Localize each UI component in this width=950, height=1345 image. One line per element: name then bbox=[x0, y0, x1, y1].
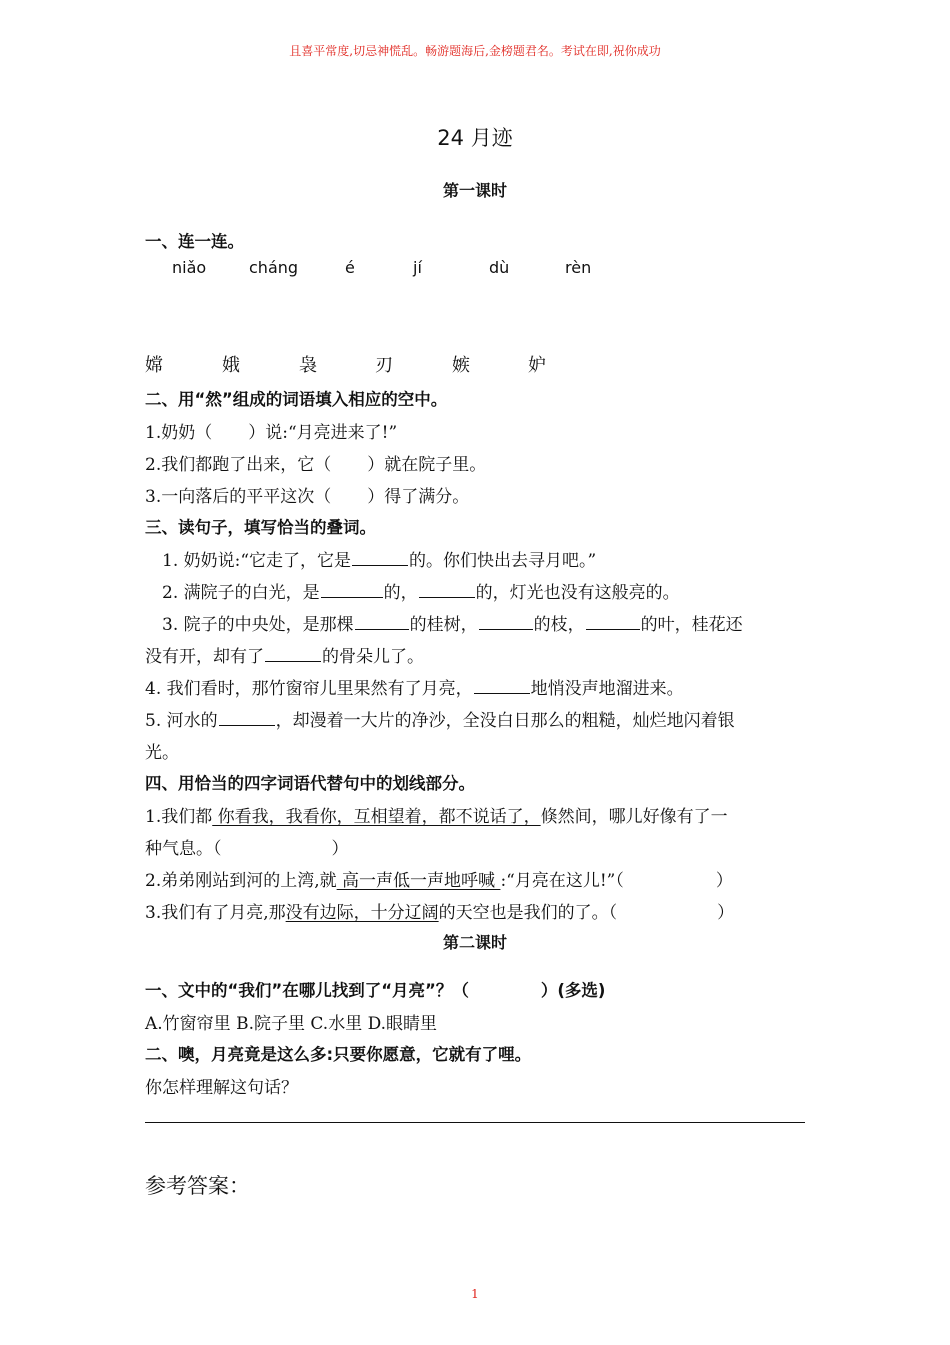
underlined-phrase: 你看我，我看你，互相望着，都不说话了， bbox=[212, 807, 541, 827]
character-item: 嫦 bbox=[145, 355, 163, 376]
s2-question-3: 3.一向落后的平平这次（ ）得了满分。 bbox=[145, 487, 470, 507]
s4-question-2: 2.弟弟刚站到河的上湾,就 高一声低一声地呼喊 :“月亮在这儿!”（ ） bbox=[145, 871, 733, 891]
lesson2-heading: 第二课时 bbox=[442, 933, 507, 952]
character-item: 袅 bbox=[299, 355, 317, 376]
s3-question-2: 2. 满院子的白光，是 的， 的，灯光也没有这般亮的。 bbox=[162, 578, 827, 603]
s3-question-5-cont: 光。 bbox=[145, 743, 179, 763]
pinyin-item: jí bbox=[413, 258, 422, 277]
pinyin-item: rèn bbox=[565, 258, 592, 277]
pinyin-item: dù bbox=[489, 258, 510, 277]
fill-blank[interactable] bbox=[352, 548, 408, 566]
reference-answers-heading: 参考答案： bbox=[145, 1174, 250, 1198]
s4-question-1-cont: 种气息。（ ） bbox=[145, 839, 349, 859]
pinyin-item: niǎo bbox=[172, 258, 207, 277]
lesson1-heading: 第一课时 bbox=[442, 181, 507, 200]
s3-heading: 三、读句子，填写恰当的叠词。 bbox=[145, 518, 376, 537]
s3-question-3: 3. 院子的中央处，是那棵 的桂树， 的枝， 的叶，桂花还 bbox=[162, 610, 827, 635]
character-item: 妒 bbox=[528, 355, 546, 376]
page-title: 24 月迹 bbox=[437, 126, 513, 150]
underlined-phrase: 没有边际，十分辽阔 bbox=[285, 903, 439, 923]
s2-question-2: 2.我们都跑了出来，它（ ）就在院子里。 bbox=[145, 455, 487, 475]
s1-heading: 一、连一连。 bbox=[145, 232, 244, 251]
underlined-phrase: 高一声低一声地呼喊 bbox=[336, 871, 501, 891]
character-item: 娥 bbox=[222, 355, 240, 376]
s4-heading: 四、用恰当的四字词语代替句中的划线部分。 bbox=[145, 774, 475, 793]
s2-question-1: 1.奶奶（ ）说:“月亮进来了!” bbox=[145, 423, 398, 443]
fill-blank[interactable] bbox=[219, 708, 275, 726]
header-note: 且喜平常度,切忌神慌乱。畅游题海后,金榜题君名。考试在即,祝你成功 bbox=[289, 44, 661, 58]
s2-heading: 二、用“然”组成的词语填入相应的空中。 bbox=[145, 390, 448, 409]
page-number: 1 bbox=[471, 1287, 479, 1301]
fill-blank[interactable] bbox=[265, 644, 321, 662]
fill-blank[interactable] bbox=[474, 676, 530, 694]
pinyin-item: é bbox=[345, 258, 355, 277]
s3-question-3-cont: 没有开，却有了 的骨朵儿了。 bbox=[145, 642, 810, 667]
character-item: 刃 bbox=[375, 355, 393, 376]
character-item: 嫉 bbox=[452, 355, 470, 376]
answer-line[interactable] bbox=[145, 1122, 805, 1123]
fill-blank[interactable] bbox=[479, 612, 533, 630]
s3-question-1: 1. 奶奶说:“它走了，它是 的。你们快出去寻月吧。” bbox=[162, 546, 827, 571]
s3-question-4: 4. 我们看时，那竹窗帘儿里果然有了月亮， 地悄没声地溜进来。 bbox=[145, 674, 810, 699]
fill-blank[interactable] bbox=[321, 580, 383, 598]
pinyin-item: cháng bbox=[249, 258, 299, 277]
p2s1-heading: 一、文中的“我们”在哪儿找到了“月亮”？（ ）(多选) bbox=[145, 981, 606, 1000]
fill-blank[interactable] bbox=[586, 612, 640, 630]
p2s2-question: 你怎样理解这句话？ bbox=[145, 1078, 298, 1098]
p2s2-heading: 二、噢，月亮竟是这么多:只要你愿意，它就有了哩。 bbox=[145, 1045, 532, 1064]
s4-question-3: 3.我们有了月亮,那没有边际，十分辽阔的天空也是我们的了。（ ） bbox=[145, 903, 735, 923]
fill-blank[interactable] bbox=[419, 580, 475, 598]
s3-question-5: 5. 河水的 ，却漫着一大片的净沙，全没白日那么的粗糙，灿烂地闪着银 bbox=[145, 706, 810, 731]
p2s1-options: A.竹窗帘里 B.院子里 C.水里 D.眼睛里 bbox=[145, 1014, 438, 1034]
s4-question-1: 1.我们都 你看我，我看你，互相望着，都不说话了，倏然间，哪儿好像有了一 bbox=[145, 807, 728, 827]
fill-blank[interactable] bbox=[355, 612, 409, 630]
